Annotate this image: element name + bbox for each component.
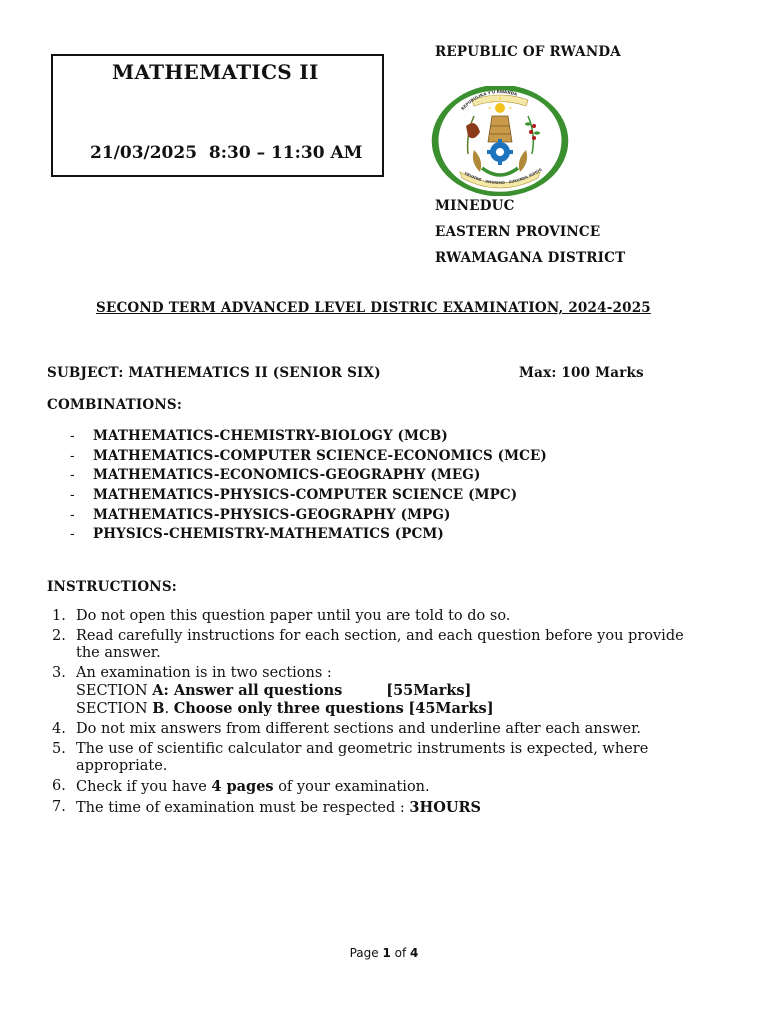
bullet-dash: - xyxy=(70,428,75,444)
exam-duration: 3HOURS xyxy=(409,799,481,816)
province-name: EASTERN PROVINCE xyxy=(435,224,601,240)
combination-text: MATHEMATICS-ECONOMICS-GEOGRAPHY (MEG) xyxy=(93,467,481,484)
emblem-top-banner-text: REPUBULIKA Y'U RWANDA xyxy=(459,88,518,112)
list-item: 6. Check if you have 4 pages of your examination. xyxy=(52,778,430,795)
list-item xyxy=(52,721,712,738)
max-marks: Max: 100 Marks xyxy=(519,365,644,381)
list-item xyxy=(70,487,547,507)
item-number: 4. xyxy=(52,721,66,737)
combination-text: MATHEMATICS-COMPUTER SCIENCE-ECONOMICS (MCE) xyxy=(93,447,547,464)
page-footer: Page 1 of 4 xyxy=(349,946,419,960)
country-name: REPUBLIC OF RWANDA xyxy=(435,44,621,60)
section-a-marks: [55Marks] xyxy=(386,682,472,699)
list-item xyxy=(70,507,547,527)
current-page: 1 xyxy=(382,946,391,960)
instructions-list xyxy=(52,608,712,820)
item-number: 2. xyxy=(52,628,66,644)
instruction-text: Read carefully instructions for each section, and each question before you provide the answer. xyxy=(76,628,684,661)
list-item xyxy=(70,467,547,487)
bullet-dash: - xyxy=(70,526,75,543)
item-number: 5. xyxy=(52,741,66,757)
total-pages: 4 xyxy=(410,946,419,960)
section-b-marks: [45Marks] xyxy=(408,700,494,717)
list-item xyxy=(52,799,712,817)
list-item xyxy=(52,665,712,718)
list-item xyxy=(52,741,712,775)
ministry-name: MINEDUC xyxy=(435,198,515,214)
item-number: 6. xyxy=(52,778,66,794)
item-number: 1. xyxy=(52,608,66,624)
section-a-line: SECTION A: Answer all questions [55Marks] xyxy=(76,682,472,699)
instruction-text: Do not open this question paper until you are told to do so. xyxy=(76,608,511,624)
list-item xyxy=(70,448,547,468)
list-item xyxy=(70,526,547,546)
combinations-label: COMBINATIONS: xyxy=(47,397,183,413)
district-name: RWAMAGANA DISTRICT xyxy=(435,250,626,266)
subject-line: SUBJECT: MATHEMATICS II (SENIOR SIX) xyxy=(47,365,381,381)
exam-date-time: 21/03/2025 8:30 – 11:30 AM xyxy=(90,143,363,163)
page-count: 4 pages xyxy=(211,778,274,795)
combination-text: MATHEMATICS-PHYSICS-GEOGRAPHY (MPG) xyxy=(93,506,451,523)
emblem-bottom-banner-text: UBUMWE · UMURIMO · GUKUNDA IGIHUG xyxy=(463,167,543,186)
combination-text: MATHEMATICS-PHYSICS-COMPUTER SCIENCE (MPC) xyxy=(93,487,518,504)
section-b-title: Choose only three questions xyxy=(173,700,404,717)
rwanda-coat-of-arms-emblem xyxy=(430,86,570,196)
section-a-title: A: Answer all questions xyxy=(152,682,343,699)
instruction-text: The use of scientific calculator and geometric instruments is expected, where appropriate. xyxy=(76,741,649,774)
bullet-dash: - xyxy=(70,467,75,484)
instructions-label: INSTRUCTIONS: xyxy=(47,579,177,595)
exam-title: SECOND TERM ADVANCED LEVEL DISTRIC EXAMINATION, 2024-2025 xyxy=(96,300,651,316)
item-number: 7. xyxy=(52,799,66,815)
list-item xyxy=(70,428,547,448)
item-number: 3. xyxy=(52,665,66,681)
bullet-dash: - xyxy=(70,487,75,504)
combination-text: MATHEMATICS-CHEMISTRY-BIOLOGY (MCB) xyxy=(93,428,448,444)
list-item xyxy=(52,628,712,662)
combination-text: PHYSICS-CHEMISTRY-MATHEMATICS (PCM) xyxy=(93,526,444,543)
bullet-dash: - xyxy=(70,506,75,523)
instruction-text: The time of examination must be respected : xyxy=(76,800,410,816)
section-b-line: SECTION B. Choose only three questions [45Marks] xyxy=(76,700,494,717)
bullet-dash: - xyxy=(70,447,75,464)
instruction-text: An examination is in two sections : xyxy=(76,665,332,681)
instruction-text: Do not mix answers from different sections and underline after each answer. xyxy=(76,721,642,737)
paper-title: MATHEMATICS II xyxy=(112,60,319,84)
list-item xyxy=(52,608,712,625)
combinations-list xyxy=(70,428,547,546)
